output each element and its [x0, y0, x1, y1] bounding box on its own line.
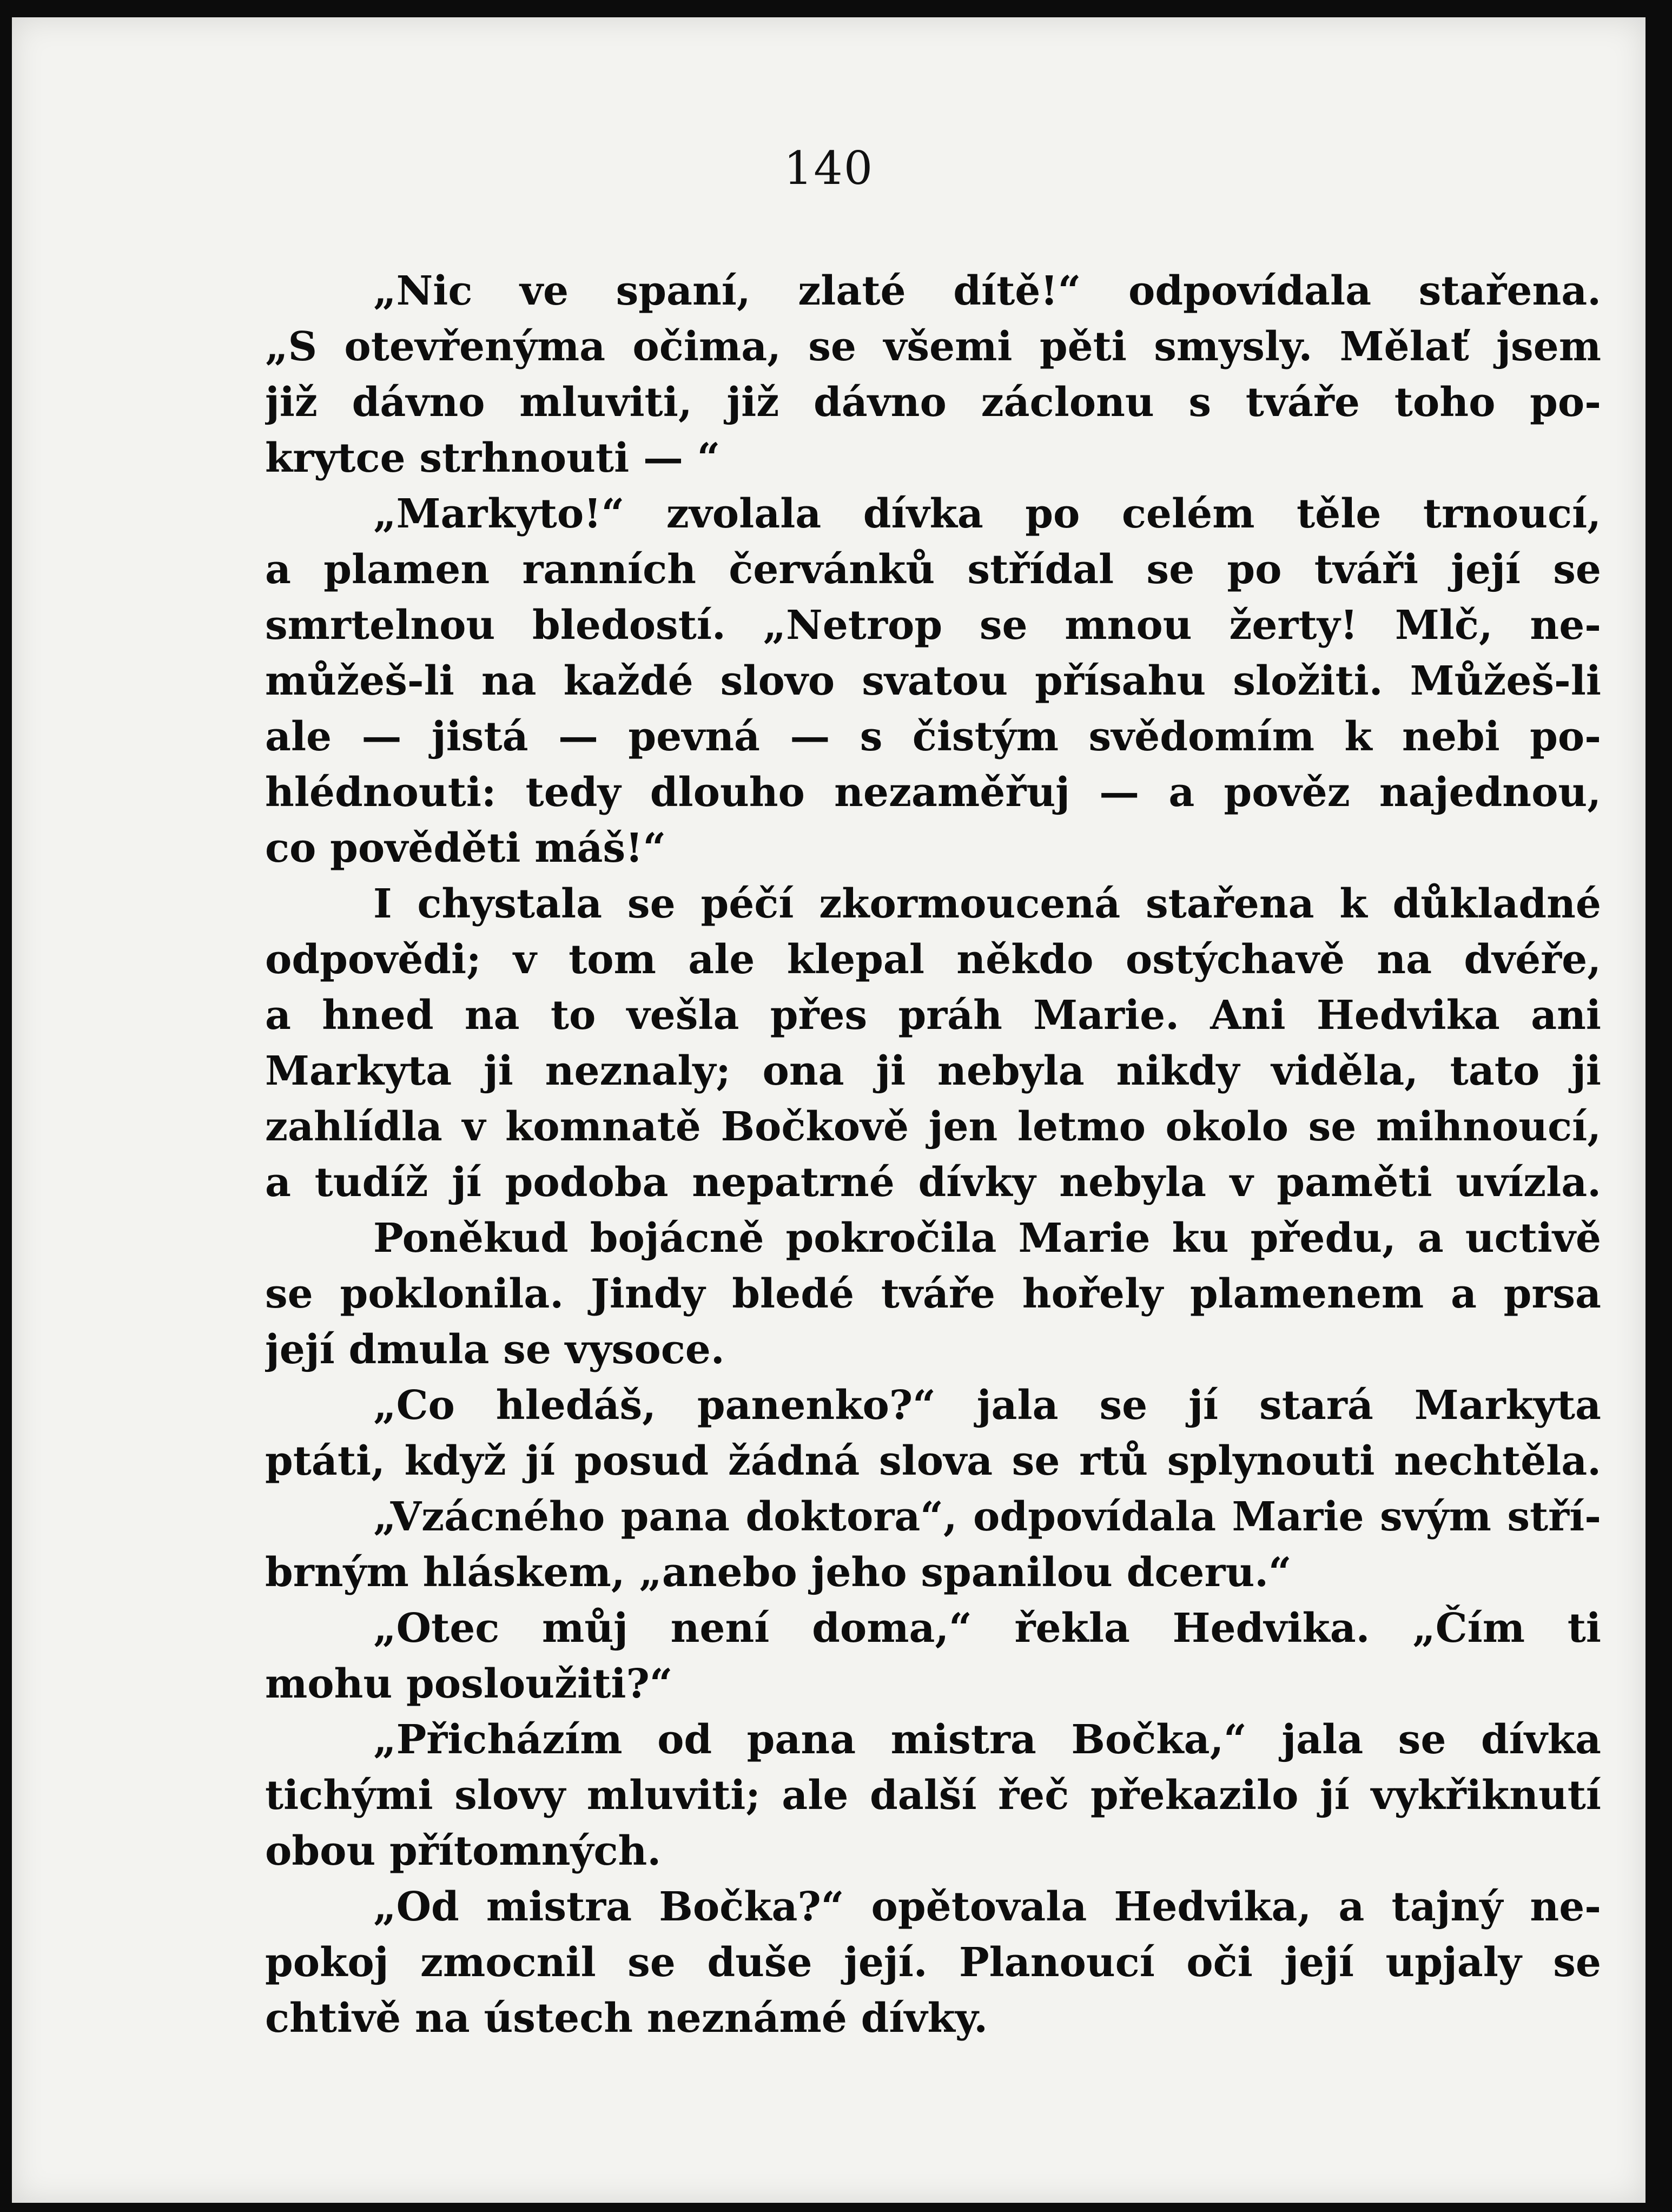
text-line: co pověděti máš!“ [265, 825, 666, 871]
text-line: Markyta ji neznaly; ona ji nebyla nikdy viděla, tato ji [265, 1048, 1601, 1094]
text-line: mohu posloužiti?“ [265, 1661, 673, 1707]
text-line: a plamen ranních červánků střídal se po tváři její se [265, 546, 1601, 593]
text-line: „Nic ve spaní, zlaté dítě!“ odpovídala stařena. [373, 268, 1601, 314]
text-line: „Otec můj není doma,“ řekla Hedvika. „Čím ti [373, 1605, 1601, 1652]
text-line: její dmula se vysoce. [265, 1326, 725, 1373]
text-line: ale — jistá — pevná — s čistým svědomím k nebi po- [265, 714, 1601, 760]
text-line: pokoj zmocnil se duše její. Planoucí oči její upjaly se [265, 1939, 1601, 1986]
body-text [265, 263, 1601, 2046]
text-line: „Od mistra Bočka?“ opětovala Hedvika, a tajný ne- [373, 1884, 1601, 1930]
text-line: odpovědi; v tom ale klepal někdo ostýchavě na dvéře, [265, 936, 1601, 983]
text-line: krytce strhnouti — “ [265, 435, 721, 481]
text-line: a hned na to vešla přes práh Marie. Ani Hedvika ani [265, 992, 1601, 1039]
text-line: zahlídla v komnatě Bočkově jen letmo okolo se mihnoucí, [265, 1104, 1601, 1150]
text-line: „Co hledáš, panenko?“ jala se jí stará Markyta [373, 1382, 1601, 1429]
text-line: a tudíž jí podoba nepatrné dívky nebyla v paměti uvízla. [265, 1159, 1601, 1206]
text-line: se poklonila. Jindy bledé tváře hořely plamenem a prsa [265, 1271, 1601, 1317]
text-line: ptáti, když jí posud žádná slova se rtů splynouti nechtěla. [265, 1438, 1601, 1484]
text-line: „Vzácného pana doktora“, odpovídala Marie svým stří- [373, 1494, 1601, 1540]
text-line: „Přicházím od pana mistra Bočka,“ jala se dívka [373, 1716, 1601, 1763]
text-line: brným hláskem, „anebo jeho spanilou dceru.“ [265, 1549, 1292, 1596]
text-line: chtivě na ústech neznámé dívky. [265, 1995, 988, 2042]
text-line: již dávno mluviti, již dávno záclonu s tváře toho po- [265, 379, 1601, 426]
text-line: tichými slovy mluviti; ale další řeč překazilo jí vykřiknutí [265, 1772, 1601, 1819]
text-line: obou přítomných. [265, 1828, 662, 1874]
text-line: hlédnouti: tedy dlouho nezaměřuj — a pověz najednou, [265, 769, 1601, 816]
text-line: „S otevřenýma očima, se všemi pěti smysly. Mělať jsem [265, 323, 1601, 370]
text-line: I chystala se péčí zkormoucená stařena k důkladné [373, 881, 1601, 927]
text-line: Poněkud bojácně pokročila Marie ku předu, a uctivě [373, 1215, 1601, 1262]
text-line: „Markyto!“ zvolala dívka po celém těle trnoucí, [373, 491, 1601, 537]
text-line: smrtelnou bledostí. „Netrop se mnou žerty! Mlč, ne- [265, 602, 1601, 649]
book-page [12, 17, 1645, 2203]
text-line: můžeš-li na každé slovo svatou přísahu složiti. Můžeš-li [265, 658, 1601, 704]
page-number: 140 [783, 142, 874, 195]
